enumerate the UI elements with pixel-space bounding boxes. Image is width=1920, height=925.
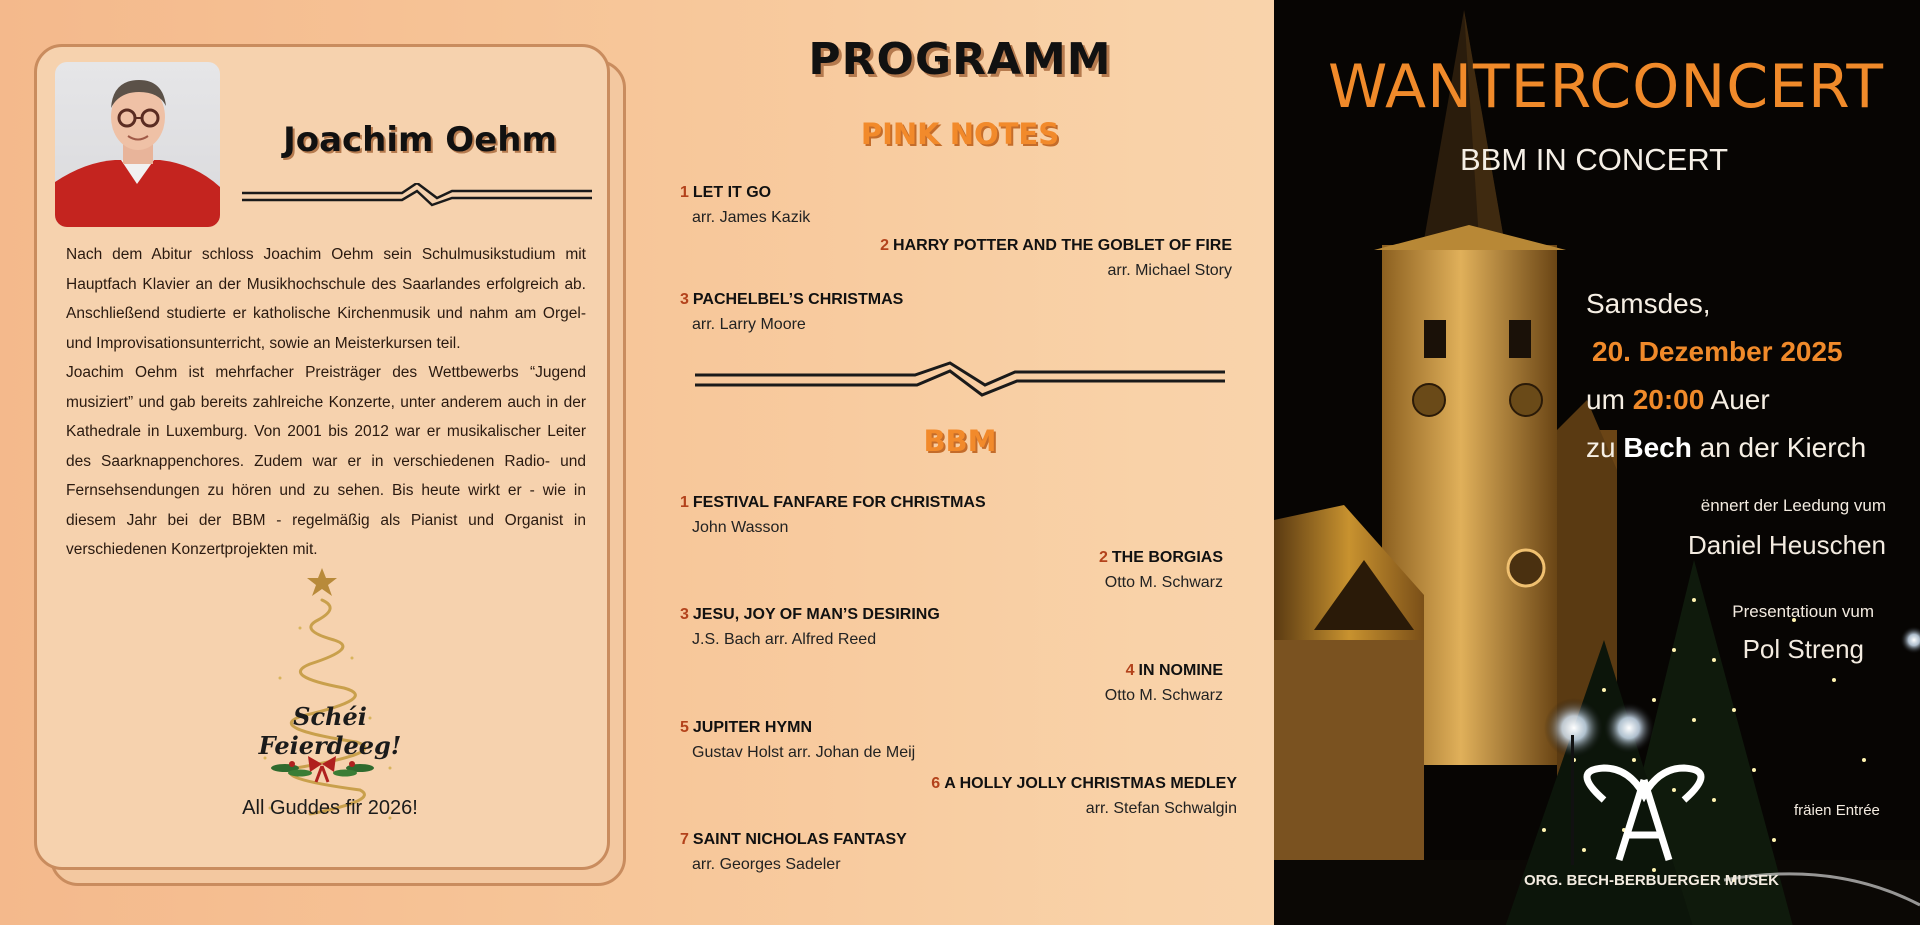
presenter-name: Pol Streng xyxy=(1742,634,1864,664)
program-title: PROGRAMM xyxy=(808,34,1112,85)
item-number: 7 xyxy=(680,831,689,848)
item-arranger: Gustav Holst arr. Johan de Meij xyxy=(692,744,916,761)
bbm-item-5 xyxy=(680,715,915,765)
event-time: 20:00 xyxy=(1632,384,1705,415)
bbm-title: BBM xyxy=(923,424,997,458)
portrait-photo xyxy=(55,62,220,227)
item-arranger: Otto M. Schwarz xyxy=(1104,687,1223,704)
event-details xyxy=(1586,280,1866,472)
bbm-item-7 xyxy=(680,827,907,877)
entry-note: fräien Entrée xyxy=(1794,802,1880,819)
event-auer: Auer xyxy=(1710,384,1770,415)
greeting: Schéi Feierdeeg! xyxy=(258,702,402,760)
item-title: THE BORGIAS xyxy=(1111,549,1223,566)
bio-divider xyxy=(242,183,592,213)
item-arranger: J.S. Bach arr. Alfred Reed xyxy=(692,631,877,648)
pink-notes-item-2 xyxy=(880,233,1232,283)
organization-name: ORG. BECH-BERBUERGER MUSEK xyxy=(1524,872,1780,889)
pink-notes-title: PINK NOTES xyxy=(860,117,1060,151)
event-zu: zu xyxy=(1586,432,1616,463)
bbm-item-2 xyxy=(1099,545,1223,595)
item-title: SAINT NICHOLAS FANTASY xyxy=(692,831,907,848)
item-number: 1 xyxy=(680,184,689,201)
item-arranger: arr. Stefan Schwalgin xyxy=(1085,800,1237,817)
presenter-label: Presentatioun vum xyxy=(1732,602,1874,621)
bbm-item-6 xyxy=(931,771,1237,821)
event-place: Bech xyxy=(1623,432,1692,463)
item-title: JUPITER HYMN xyxy=(692,719,813,736)
item-arranger: arr. Michael Story xyxy=(1107,262,1232,279)
item-title: JESU, JOY OF MAN’S DESIRING xyxy=(692,606,940,623)
item-number: 3 xyxy=(680,291,689,308)
program-divider xyxy=(695,355,1225,397)
item-title: HARRY POTTER AND THE GOBLET OF FIRE xyxy=(893,237,1232,254)
new-year-wish: All Guddes fir 2026! xyxy=(242,797,418,819)
bio-paragraph-2: Joachim Oehm ist mehrfacher Preisträger des Wettbewerbs “Jugend musiziert” und gab bereits zahlreiche Konzerte, unter anderem auch in der Kathedrale in Luxemburg. Von 2001 bis 2012 war er musikalischer Leiter des Saarknappenchores. Zudem war er in verschiedenen Radio- und Fernsehsendungen zu hören und zu sehen. Bis heute wirkt er - wie in diesem Jahr bei der BBM - regelmäßig als Pianist und Organist in verschiedenen Konzertprojekten mit. xyxy=(66,364,586,558)
item-arranger: John Wasson xyxy=(692,519,789,536)
event-um: um xyxy=(1586,384,1625,415)
concert-poster xyxy=(1274,0,1920,925)
bio-name: Joachim Oehm xyxy=(283,120,557,160)
item-number: 2 xyxy=(1098,549,1108,566)
item-arranger: Otto M. Schwarz xyxy=(1104,574,1223,591)
poster-title: WANTERCONCERT xyxy=(1328,52,1885,122)
event-date: 20. Dezember 2025 xyxy=(1592,336,1843,367)
item-number: 6 xyxy=(931,775,941,792)
item-number: 3 xyxy=(680,606,689,623)
item-title: PACHELBEL’S CHRISTMAS xyxy=(692,291,904,308)
pink-notes-item-3 xyxy=(680,287,903,337)
item-number: 5 xyxy=(680,719,689,736)
item-title: FESTIVAL FANFARE FOR CHRISTMAS xyxy=(692,494,986,511)
pink-notes-item-1 xyxy=(680,180,810,230)
poster-subtitle: BBM IN CONCERT xyxy=(1460,142,1729,177)
bio-text xyxy=(66,240,586,565)
conductor-name: Daniel Heuschen xyxy=(1687,530,1886,560)
event-day: Samsdes, xyxy=(1586,288,1711,319)
item-title: A HOLLY JOLLY CHRISTMAS MEDLEY xyxy=(944,775,1237,792)
item-title: LET IT GO xyxy=(692,184,772,201)
item-number: 1 xyxy=(680,494,689,511)
bio-paragraph-1: Nach dem Abitur schloss Joachim Oehm sein Schulmusikstudium mit Hauptfach Klavier an der Musikhochschule des Saarlandes erfolgreich ab. Anschließend studierte er katholische Kirchenmusik und nahm am Orgel- und Improvisationsunterricht, sowie an Meisterkursen teil. xyxy=(66,246,586,352)
item-arranger: arr. Larry Moore xyxy=(692,316,806,333)
item-number: 4 xyxy=(1125,662,1135,679)
item-number: 2 xyxy=(880,237,890,254)
item-title: IN NOMINE xyxy=(1138,662,1223,679)
event-place-rest: an der Kierch xyxy=(1699,432,1867,463)
bbm-item-1 xyxy=(680,490,986,540)
bbm-item-3 xyxy=(680,602,940,652)
item-arranger: arr. Georges Sadeler xyxy=(692,856,841,873)
item-arranger: arr. James Kazik xyxy=(692,209,811,226)
bbm-item-4 xyxy=(1105,658,1223,708)
conductor-label: ënnert der Leedung vum xyxy=(1700,496,1886,515)
